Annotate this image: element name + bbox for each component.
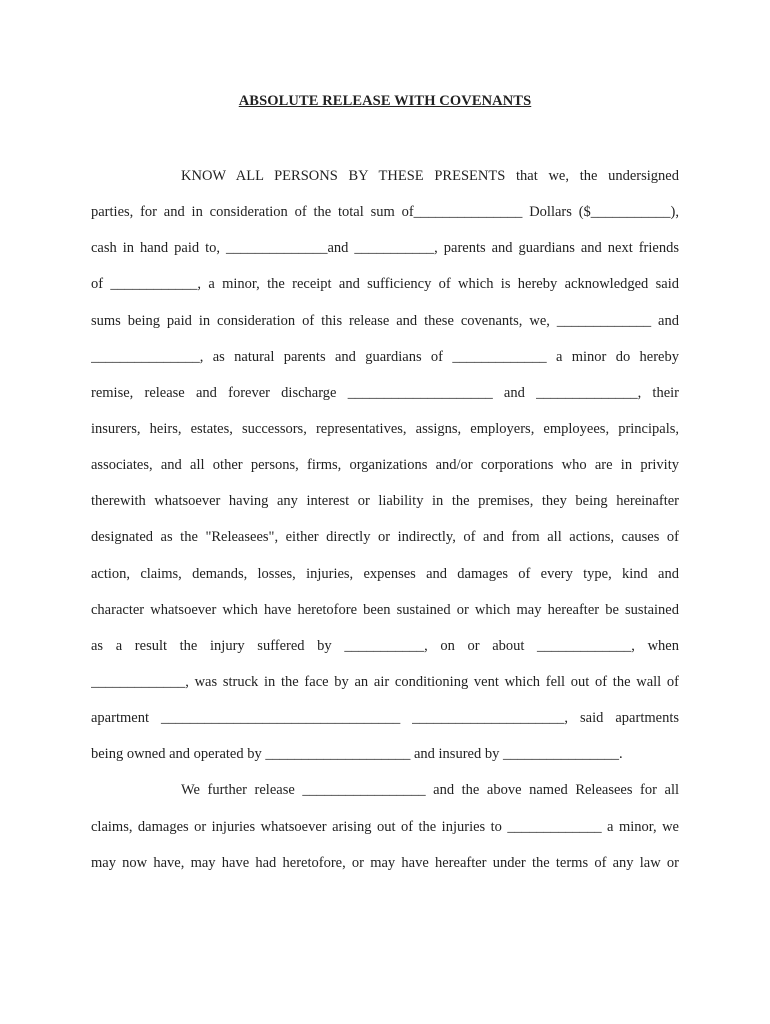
- paragraph-1-line-3: cash in hand paid to, ______________and ___________, parents and guardians and next friends: [91, 240, 679, 257]
- paragraph-1-line-6: _______________, as natural parents and guardians of _____________ a minor do hereby: [91, 348, 679, 365]
- paragraph-1-line-10: therewith whatsoever having any interest or liability in the premises, they being hereinafter: [91, 493, 679, 510]
- paragraph-1-line-8: insurers, heirs, estates, successors, representatives, assigns, employers, employees, principals,: [91, 420, 679, 437]
- paragraph-1-line-1: KNOW ALL PERSONS BY THESE PRESENTS that we, the undersigned: [181, 168, 679, 184]
- paragraph-1-line-14: as a result the injury suffered by ___________, on or about _____________, when: [91, 637, 679, 654]
- paragraph-1-line-7: remise, release and forever discharge ____________________ and ______________, their: [91, 384, 679, 401]
- paragraph-1-line-4: of ____________, a minor, the receipt and sufficiency of which is hereby acknowledged said: [91, 276, 679, 293]
- paragraph-2-line-3: may now have, may have had heretofore, or may have hereafter under the terms of any law or: [91, 854, 679, 871]
- paragraph-1-line-2: parties, for and in consideration of the total sum of_______________ Dollars ($___________),: [91, 204, 679, 221]
- document-title: ABSOLUTE RELEASE WITH COVENANTS: [238, 93, 532, 109]
- paragraph-1-line-11: designated as the "Releasees", either directly or indirectly, of and from all actions, causes of: [91, 529, 679, 546]
- paragraph-1-line-17: being owned and operated by ____________________ and insured by ________________.: [91, 746, 623, 763]
- paragraph-2-line-1: We further release _________________ and the above named Releasees for all: [181, 782, 679, 799]
- paragraph-1-line-13: character whatsoever which have heretofore been sustained or which may hereafter be sustained: [91, 601, 679, 618]
- paragraph-1-line-5: sums being paid in consideration of this release and these covenants, we, _____________ and: [91, 312, 679, 329]
- paragraph-2-line-2: claims, damages or injuries whatsoever arising out of the injuries to _____________ a minor, we: [91, 818, 679, 835]
- paragraph-1-line-15: _____________, was struck in the face by an air conditioning vent which fell out of the wall of: [91, 673, 679, 690]
- paragraph-1-line-12: action, claims, demands, losses, injuries, expenses and damages of every type, kind and: [91, 565, 679, 582]
- document-body: [91, 158, 679, 881]
- paragraph-1-line-9: associates, and all other persons, firms, organizations and/or corporations who are in privity: [91, 457, 679, 474]
- paragraph-1-line-16: apartment _________________________________ _____________________, said apartments: [91, 710, 679, 727]
